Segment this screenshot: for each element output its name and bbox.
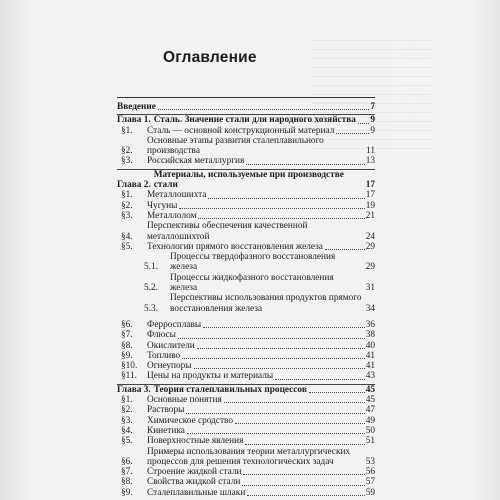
toc-entry-section[interactable]: [117, 477, 375, 487]
toc-entry-page: 34: [365, 303, 375, 314]
toc-entry-section[interactable]: [117, 136, 375, 157]
toc-entry-number: §5.: [121, 436, 133, 447]
toc-entry-title: Окислители: [147, 340, 195, 351]
toc-entry-sub[interactable]: [117, 273, 375, 294]
toc-entry-number: §4.: [121, 231, 133, 242]
toc-entry-title: Процессы твердофазного восстановления железа: [170, 252, 336, 273]
dot-leader: [235, 416, 365, 424]
toc-entry-page: 31: [365, 283, 375, 294]
toc-entry-section[interactable]: [117, 330, 375, 340]
toc-entry-title: Растворы: [147, 405, 185, 416]
toc-entry-page: 43: [365, 371, 375, 382]
toc-entry-page: 7: [370, 102, 375, 112]
toc-entry-page: 41: [365, 350, 375, 361]
dot-leader: [178, 331, 365, 339]
toc-entry-sub[interactable]: [117, 293, 375, 314]
toc-entry-page: 47: [365, 405, 375, 416]
toc-entry-section[interactable]: [117, 436, 375, 446]
toc-entry-number: §1.: [121, 190, 133, 201]
toc-entry-section[interactable]: [117, 126, 375, 136]
toc-entry-page: 19: [365, 200, 375, 211]
dot-leader: [336, 126, 369, 134]
toc-entry-section[interactable]: [117, 351, 375, 361]
toc-entry-number: 5.3.: [144, 303, 158, 314]
dot-leader: [182, 351, 365, 359]
dot-leader: [358, 116, 369, 124]
toc-entry-section[interactable]: [117, 341, 375, 351]
toc-entry-chapter[interactable]: [117, 170, 375, 191]
toc-entry-chapter[interactable]: [117, 385, 375, 395]
toc-entry-title: Введение: [117, 102, 156, 112]
toc-entry-section[interactable]: [117, 361, 375, 371]
toc-entry-page: 53: [365, 456, 375, 467]
toc-entry-title: Свойства жидкой стали: [147, 477, 241, 488]
toc-entry-page: 17: [365, 180, 375, 191]
toc-entry-number: 5.2.: [144, 283, 158, 294]
toc-entry-page: 40: [365, 340, 375, 351]
toc-entry-title: Сталь. Значение стали для народного хозяйства: [153, 115, 356, 126]
toc-entry-section[interactable]: [117, 426, 375, 436]
toc-entry-section[interactable]: [117, 405, 375, 415]
toc-entry-title: Сталеплавильные шлаки: [147, 487, 246, 498]
toc-entry-page: 29: [365, 262, 375, 273]
toc-entry-page: 21: [365, 210, 375, 221]
table-of-contents: [117, 97, 375, 498]
toc-entry-title: Строение жидкой стали: [147, 467, 242, 478]
dot-leader: [325, 242, 365, 250]
toc-entry-number: §6.: [121, 319, 133, 330]
toc-entry-number: §5.: [121, 241, 133, 252]
toc-entry-number: Глава 1.: [117, 115, 151, 126]
toc-entry-section[interactable]: [117, 416, 375, 426]
toc-entry-title: Химическое сродство: [147, 415, 234, 426]
dot-leader: [246, 157, 364, 165]
page-title: Оглавление: [163, 49, 257, 66]
toc-entry-number: §1.: [121, 125, 133, 136]
toc-entry-page: 17: [365, 190, 375, 201]
toc-entry-number: §9.: [121, 350, 133, 361]
toc-entry-title: Ферросплавы: [147, 319, 202, 330]
toc-entry-number: §3.: [121, 156, 133, 167]
toc-entry-section[interactable]: [117, 221, 375, 242]
toc-entry-number: §11.: [121, 371, 137, 382]
toc-entry-section[interactable]: [117, 190, 375, 200]
toc-entry-section[interactable]: [117, 211, 375, 221]
toc-entry-title: Флюсы: [147, 330, 176, 341]
toc-entry-number: §7.: [121, 330, 133, 341]
toc-entry-section[interactable]: [117, 488, 375, 498]
toc-entry-title: Примеры использования теории металлургических процессов для решения технологических задач: [147, 446, 351, 467]
toc-entry-section[interactable]: [117, 201, 375, 211]
toc-entry-page: 51: [365, 436, 375, 447]
toc-entry-section[interactable]: [117, 371, 375, 381]
toc-entry-number: §2.: [121, 405, 133, 416]
dot-leader: [158, 102, 369, 110]
dot-leader: [247, 488, 364, 496]
toc-entry-section[interactable]: [117, 242, 375, 252]
toc-entry-number: §8.: [121, 340, 133, 351]
toc-entry-title: Перспективы обеспечения качественной металлошихтой: [147, 221, 308, 242]
toc-entry-number: §2.: [121, 200, 133, 211]
toc-entry-title: Кинетика: [147, 425, 185, 436]
toc-entry-page: 24: [365, 231, 375, 242]
toc-entry-page: 38: [365, 330, 375, 341]
toc-entry-page: 49: [365, 415, 375, 426]
toc-entry-page: 57: [365, 477, 375, 488]
toc-entry-section[interactable]: [117, 395, 375, 405]
toc-entry-title: Сталь — основной конструкционный материал: [147, 125, 335, 136]
toc-entry-page: 11: [366, 146, 375, 157]
toc-entry-page: 13: [365, 156, 375, 167]
toc-entry-page: 59: [365, 487, 375, 498]
toc-entry-intro[interactable]: [117, 102, 375, 112]
toc-entry-number: §7.: [121, 467, 133, 478]
toc-entry-number: §1.: [121, 395, 133, 406]
toc-entry-number: §10.: [121, 361, 138, 372]
toc-entry-title: Цены на продукты и материалы: [147, 371, 274, 382]
toc-entry-title: Технологии прямого восстановления железа: [147, 241, 323, 252]
toc-entry-section[interactable]: [117, 320, 375, 330]
toc-entry-title: Металлошихта: [147, 190, 207, 201]
toc-entry-number: §2.: [121, 146, 133, 157]
toc-entry-title: Теория сталеплавильных процессов: [153, 384, 307, 395]
toc-entry-page: 50: [365, 425, 375, 436]
dot-leader: [187, 426, 365, 434]
dot-leader: [186, 406, 364, 414]
dot-leader: [275, 372, 365, 380]
toc-entry-page: 45: [365, 384, 375, 395]
toc-entry-title: Российская металлургия: [147, 156, 245, 167]
toc-entry-page: 9: [370, 125, 375, 136]
dot-leader: [203, 320, 365, 328]
toc-entry-page: 36: [365, 319, 375, 330]
dot-leader: [309, 385, 365, 393]
toc-entry-number: 5.1.: [144, 262, 158, 273]
toc-entry-number: Глава 2.: [117, 180, 151, 191]
dot-leader: [179, 201, 364, 209]
dot-leader: [197, 341, 365, 349]
toc-entry-page: 41: [365, 361, 375, 372]
toc-entry-page: 29: [365, 241, 375, 252]
toc-entry-section[interactable]: [117, 156, 375, 166]
toc-entry-number: §6.: [121, 456, 133, 467]
toc-entry-chapter[interactable]: [117, 115, 375, 125]
dot-leader: [194, 361, 365, 369]
toc-entry-number: §8.: [121, 477, 133, 488]
toc-entry-title: Основные понятия: [147, 395, 222, 406]
dot-leader: [245, 437, 364, 445]
toc-entry-title: Топливо: [147, 350, 181, 361]
toc-entry-page: 9: [370, 115, 375, 126]
toc-entry-title: Чугуны: [147, 200, 178, 211]
toc-entry-title: Огнеупоры: [147, 361, 192, 372]
toc-entry-title: Основные этапы развития сталеплавильного производства: [147, 135, 324, 157]
toc-entry-number: §9.: [121, 487, 133, 498]
toc-entry-page: 56: [365, 467, 375, 478]
dot-leader: [243, 467, 364, 475]
dot-leader: [242, 478, 364, 486]
toc-entry-page: 45: [365, 395, 375, 406]
toc-entry-title: Металлолом: [147, 210, 197, 221]
dot-leader: [224, 395, 365, 403]
toc-entry-sub[interactable]: [117, 252, 375, 273]
toc-entry-number: Глава 3.: [117, 384, 151, 395]
toc-entry-number: §3.: [121, 415, 133, 426]
toc-entry-title: Перспективы использования продуктов прямого восстановления железа: [170, 293, 362, 314]
dot-leader: [208, 191, 364, 199]
toc-entry-number: §4.: [121, 425, 133, 436]
toc-entry-section[interactable]: [117, 467, 375, 477]
dot-leader: [198, 211, 364, 219]
toc-entry-title: Поверхностные явления: [147, 436, 244, 447]
toc-entry-number: §3.: [121, 210, 133, 221]
toc-entry-section[interactable]: [117, 447, 375, 468]
toc-entry-title: Материалы, используемые при производстве стали: [153, 169, 344, 191]
toc-entry-title: Процессы жидкофазного восстановления железа: [170, 272, 334, 294]
